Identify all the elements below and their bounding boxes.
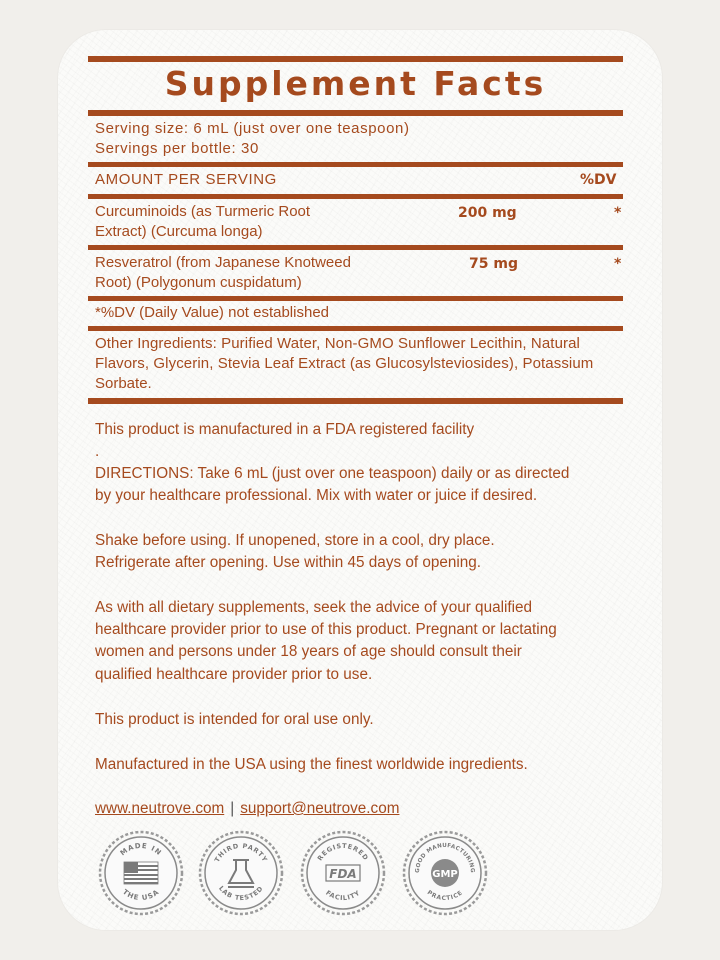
header-rule xyxy=(88,194,623,199)
top-rule xyxy=(88,56,623,62)
badge-center-text: FDA xyxy=(329,867,357,881)
other-ingredients-line1: Other Ingredients: Purified Water, Non-GMO Sunflower Lecithin, Natural xyxy=(95,335,580,352)
amount-header: AMOUNT PER SERVING xyxy=(95,171,277,188)
ingredient-name-line1: Resveratrol (from Japanese Knotweed xyxy=(95,254,351,271)
oral-use-note: This product is intended for oral use only. xyxy=(95,711,374,728)
badge-bottom-text: PRACTICE xyxy=(425,889,465,903)
ingredient-name-line1: Curcuminoids (as Turmeric Root xyxy=(95,203,311,220)
badge-top-text: MADE IN xyxy=(118,841,164,858)
badge-center-text: GMP xyxy=(432,869,458,880)
flag-icon xyxy=(124,862,158,884)
directions-line1: DIRECTIONS: Take 6 mL (just over one teaspoon) daily or as directed xyxy=(95,465,570,482)
note-rule xyxy=(88,326,623,331)
badge-top-text: GOOD MANUFACTURING xyxy=(414,842,476,874)
advice-line2: healthcare provider prior to use of this product. Pregnant or lactating xyxy=(95,621,557,638)
contact-links xyxy=(95,800,399,818)
dv-header: %DV xyxy=(580,172,617,188)
row-rule xyxy=(88,296,623,301)
badge-top-text: THIRD PARTY xyxy=(212,841,270,864)
ingredient-amount: 200 mg xyxy=(458,205,517,221)
badge-bottom-text: LAB TESTED xyxy=(217,884,265,903)
fda-statement: This product is manufactured in a FDA registered facility xyxy=(95,421,475,438)
usa-note: Manufactured in the USA using the finest worldwide ingredients. xyxy=(95,756,528,773)
advice-line3: women and persons under 18 years of age should consult their xyxy=(95,643,522,660)
website-link[interactable]: www.neutrove.com xyxy=(95,800,225,817)
row-rule xyxy=(88,245,623,250)
third-party-lab-tested-badge xyxy=(198,830,284,916)
storage-line1: Shake before using. If unopened, store in a cool, dry place. xyxy=(95,532,495,549)
email-link[interactable]: support@neutrove.com xyxy=(240,800,400,817)
advice-line4: qualified healthcare provider prior to use. xyxy=(95,666,373,683)
serving-size: Serving size: 6 mL (just over one teaspoon) xyxy=(95,120,410,137)
fda-registered-badge xyxy=(300,830,386,916)
ingredient-dv: * xyxy=(614,205,622,221)
made-in-usa-badge xyxy=(98,830,184,916)
gmp-badge xyxy=(402,830,488,916)
badge-bottom-text: THE USA xyxy=(121,887,161,903)
link-separator: | xyxy=(230,800,235,817)
ingredient-dv: * xyxy=(614,256,622,272)
other-ingredients-line3: Sorbate. xyxy=(95,375,152,392)
ingredient-name-line2: Extract) (Curcuma longa) xyxy=(95,223,263,240)
storage-line2: Refrigerate after opening. Use within 45 days of opening. xyxy=(95,554,482,571)
servings-per-bottle: Servings per bottle: 30 xyxy=(95,140,259,157)
title-rule xyxy=(88,110,623,116)
bottom-rule xyxy=(88,398,623,404)
ingredient-amount: 75 mg xyxy=(469,256,518,272)
other-ingredients-line2: Flavors, Glycerin, Stevia Leaf Extract (as Glucosylsteviosides), Potassium xyxy=(95,355,594,372)
badge-top-text: REGISTERED xyxy=(315,841,371,863)
serving-rule xyxy=(88,162,623,167)
advice-line1: As with all dietary supplements, seek the advice of your qualified xyxy=(95,599,533,616)
ingredient-name-line2: Root) (Polygonum cuspidatum) xyxy=(95,274,302,291)
stray-dot: . xyxy=(95,443,100,460)
directions-line2: by your healthcare professional. Mix with water or juice if desired. xyxy=(95,487,538,504)
dv-note: *%DV (Daily Value) not established xyxy=(95,304,330,321)
badge-bottom-text: FACILITY xyxy=(324,888,362,903)
page-title: Supplement Facts xyxy=(164,64,547,103)
